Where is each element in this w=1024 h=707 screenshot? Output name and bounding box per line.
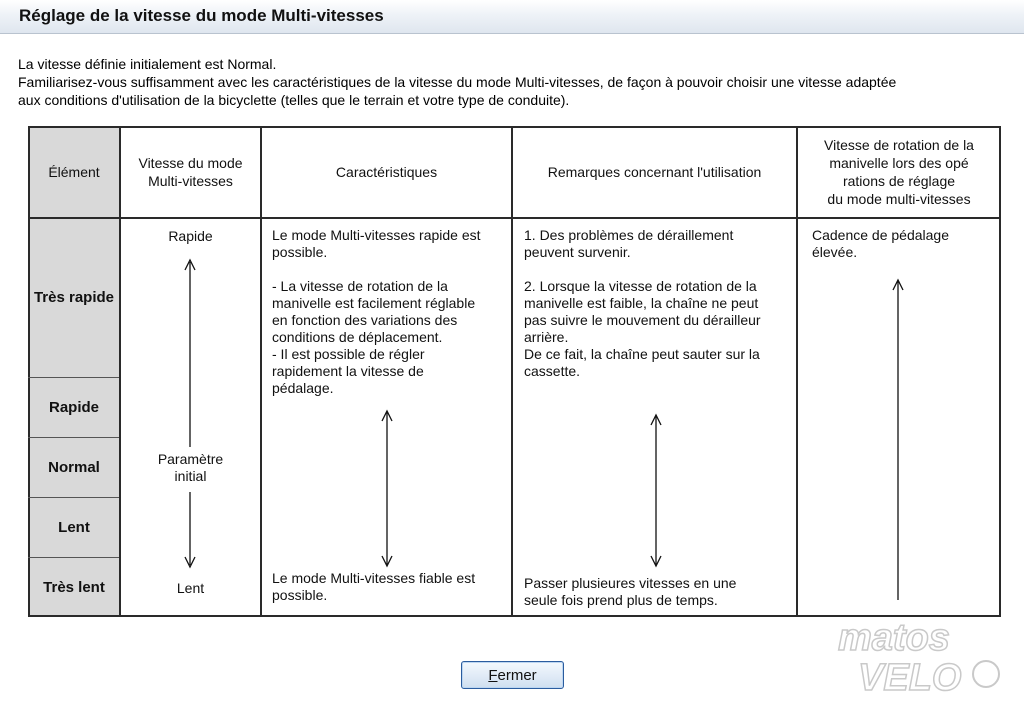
- characteristics-top-line: manivelle est facilement réglable: [272, 295, 476, 311]
- row-divider: [28, 437, 120, 438]
- header-speed-line-1: Vitesse du mode: [138, 155, 243, 171]
- remarks-top-line: cassette.: [524, 363, 581, 379]
- header-remarks-label: Remarques concernant l'utilisation: [547, 164, 762, 180]
- remarks-top-line: arrière.: [524, 329, 569, 345]
- header-speed-line-2: Multi-vitesses: [148, 173, 233, 189]
- remarks-top-line: manivelle est faible, la chaîne ne peut: [524, 295, 759, 311]
- remarks-top-line: 2. Lorsque la vitesse de rotation de la: [524, 278, 757, 294]
- column-divider: [796, 126, 798, 617]
- remarks-top-line: peuvent survenir.: [524, 244, 631, 260]
- remarks-bottom-line: Passer plusieures vitesses en une: [524, 575, 737, 591]
- remarks-bottom-line: seule fois prend plus de temps.: [524, 592, 718, 608]
- close-button[interactable]: [461, 661, 564, 689]
- header-rotation-line-4: du mode multi-vitesses: [827, 191, 971, 207]
- characteristics-top-line: pédalage.: [272, 380, 334, 396]
- remarks-top-line: De ce fait, la chaîne peut sauter sur la: [524, 346, 760, 362]
- column-divider: [260, 126, 262, 617]
- remarks-top-line: 1. Des problèmes de déraillement: [524, 227, 734, 243]
- row-divider: [28, 557, 120, 558]
- intro-line-3: aux conditions d'utilisation de la bicyclette (telles que le terrain et votre type de conduite).: [18, 92, 570, 108]
- characteristics-bottom-line: Le mode Multi-vitesses fiable est: [272, 570, 476, 586]
- row-label-lent: Lent: [58, 519, 90, 536]
- header-rotation-line-3: rations de réglage: [842, 173, 956, 189]
- row-divider: [28, 377, 120, 378]
- column-divider: [511, 126, 513, 617]
- column-divider: [119, 126, 121, 617]
- rotation-line-2: élevée.: [812, 244, 858, 260]
- close-button-label: ermer: [497, 666, 537, 684]
- window-title: Réglage de la vitesse du mode Multi-vitesses: [19, 6, 384, 25]
- intro-line-2: Familiarisez-vous suffisamment avec les caractéristiques de la vitesse du mode Multi-vitesses, de façon à pouvoir choisir une vitesse adaptée: [18, 74, 897, 90]
- matos-velo-watermark-logo: [834, 614, 1010, 694]
- row-label-rapide: Rapide: [48, 399, 99, 416]
- characteristics-top-line: conditions de déplacement.: [272, 329, 443, 345]
- watermark-word-2: VELO: [858, 657, 962, 694]
- row-divider: [28, 497, 120, 498]
- characteristics-top-line: Le mode Multi-vitesses rapide est: [272, 227, 481, 243]
- intro-line-1: La vitesse définie initialement est Normal.: [18, 56, 277, 72]
- settings-table: [28, 126, 1001, 617]
- speed-initial-line-2: initial: [174, 468, 207, 484]
- characteristics-top-line: - Il est possible de régler: [272, 346, 425, 362]
- characteristics-top-line: - La vitesse de rotation de la: [272, 278, 448, 294]
- characteristics-top-line: possible.: [272, 244, 328, 260]
- close-button-mnemonic: F: [488, 666, 498, 684]
- row-label-normal: Normal: [48, 459, 100, 476]
- header-characteristics-label: Caractéristiques: [335, 164, 438, 180]
- table-header-divider: [28, 217, 1001, 219]
- row-label-tres-lent: Très lent: [43, 578, 105, 596]
- title-bar: [0, 0, 1024, 34]
- speed-top-label: Rapide: [168, 228, 213, 244]
- watermark-word-1: matos: [838, 617, 950, 659]
- speed-initial-line-1: Paramètre: [157, 451, 224, 467]
- rotation-line-1: Cadence de pédalage: [812, 227, 950, 243]
- intro-text: [18, 55, 1008, 109]
- characteristics-top-line: rapidement la vitesse de: [272, 363, 424, 379]
- remarks-top-line: pas suivre le mouvement du dérailleur: [524, 312, 761, 328]
- characteristics-top-line: en fonction des variations des: [272, 312, 458, 328]
- speed-bottom-label: Lent: [176, 580, 205, 596]
- header-element-label: Élément: [48, 164, 100, 180]
- characteristics-bottom-line: possible.: [272, 587, 328, 603]
- header-rotation-line-1: Vitesse de rotation de la: [824, 137, 974, 153]
- header-rotation-line-2: manivelle lors des opé: [829, 155, 969, 171]
- row-label-tres-rapide: Très rapide: [33, 289, 115, 306]
